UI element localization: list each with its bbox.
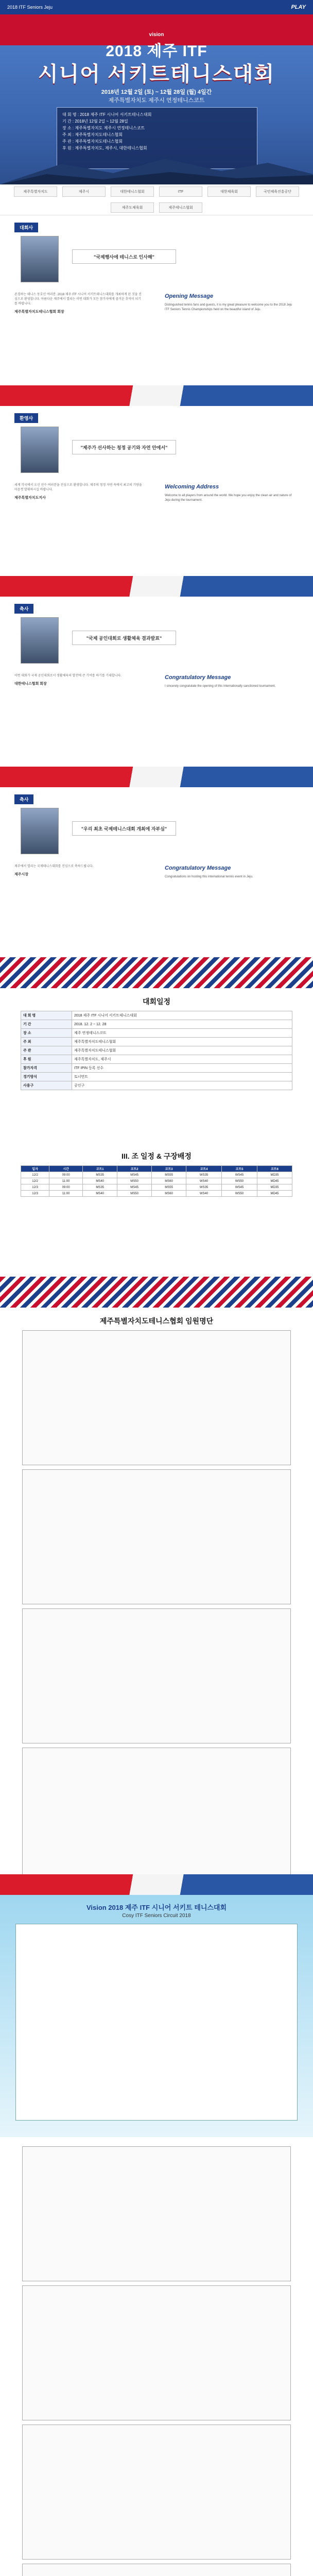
sponsor-logo: 제주특별자치도 <box>14 187 57 197</box>
overview-value: 토너먼트 <box>72 1073 292 1081</box>
sponsor-strip <box>0 184 313 215</box>
sponsor-logo: 제주도체육회 <box>111 202 154 213</box>
message-signature: 제주시장 <box>14 873 29 876</box>
sponsor-logo: 국민체육진흥공단 <box>256 187 299 197</box>
schedule-title: III. 조 일정 & 구장배정 <box>121 1152 192 1160</box>
speaker-photo <box>21 236 59 282</box>
overview-key: 장 소 <box>21 1029 72 1038</box>
message-heading: Congratulatory Message <box>165 674 231 681</box>
schedule-header: 시간 <box>49 1166 83 1172</box>
sponsor-logo: 제주시 <box>62 187 106 197</box>
top-bar-left: 2018 ITF Seniors Jeju <box>7 5 53 10</box>
speaker-photo <box>21 617 59 664</box>
schedule-cell: MS50 <box>117 1191 152 1197</box>
schedule-cell: WS35 <box>186 1184 222 1191</box>
schedule-cell: 12/3 <box>21 1184 49 1191</box>
schedule-cell: WS50 <box>222 1178 257 1184</box>
message-heading: Welcoming Address <box>165 484 219 490</box>
schedule-cell: WS50 <box>222 1191 257 1197</box>
overview-row <box>21 1073 292 1081</box>
draw-sheet <box>22 2564 291 2576</box>
message-english-body: I sincerely congratulate the opening of this internationally sanctioned tournament. <box>165 685 276 688</box>
schedule-header: 코트3 <box>152 1166 186 1172</box>
message-section-3 <box>0 597 313 767</box>
schedule-cell: 12/3 <box>21 1191 49 1197</box>
schedule-header: 일자 <box>21 1166 49 1172</box>
schedule-header: 코트5 <box>222 1166 257 1172</box>
overview-row <box>21 1011 292 1020</box>
schedule-header: 코트6 <box>257 1166 292 1172</box>
overview-key: 기 간 <box>21 1020 72 1029</box>
message-section-2 <box>0 406 313 576</box>
circuit-section <box>0 1895 313 2137</box>
message-quote: "제주가 선사하는 청정 공기와 자연 안에서" <box>72 440 176 454</box>
overview-key: 주 관 <box>21 1046 72 1055</box>
schedule-cell: MD35 <box>257 1184 292 1191</box>
cover-info-line: 장 소 : 제주특별자치도 제주시 연정테니스코트 <box>62 126 145 130</box>
message-korean-body: 제주에서 열리는 국제테니스대회를 진심으로 축하드립니다. <box>14 865 94 868</box>
draw-sheet <box>22 2285 291 2420</box>
schedule-cell: MS35 <box>83 1172 117 1178</box>
schedule-cell: WS40 <box>186 1178 222 1184</box>
overview-key: 사용구 <box>21 1081 72 1090</box>
mountain-illustration <box>0 154 313 184</box>
draws-section <box>0 2137 313 2576</box>
message-quote: "우리 최초 국제테니스대회 개최에 자부심" <box>72 821 176 836</box>
cover-brand: vision <box>149 32 164 38</box>
schedule-cell: WS40 <box>186 1191 222 1197</box>
overview-value: 제주특별자치도테니스협회 <box>72 1046 292 1055</box>
sponsor-logo: 대한테니스협회 <box>111 187 154 197</box>
message-tag: 환영사 <box>14 413 38 423</box>
overview-value: 2018 제주 ITF 시니어 서키트테니스대회 <box>72 1011 292 1020</box>
speaker-photo <box>21 427 59 473</box>
overview-value: 제주 연정테니스코트 <box>72 1029 292 1038</box>
overview-table <box>21 1011 292 1090</box>
schedule-cell: 11:00 <box>49 1191 83 1197</box>
schedule-cell: WS35 <box>186 1172 222 1178</box>
schedule-cell: MS40 <box>83 1191 117 1197</box>
message-english-column <box>165 483 293 506</box>
overview-key: 후 원 <box>21 1055 72 1064</box>
message-english-body: Distinguished tennis fans and guests, it is my great pleasure to welcome you to the 2018 Jeju ITF Seniors Tennis Championships held on the beautiful island of Jeju. <box>165 303 292 311</box>
schedule-cell: MD45 <box>257 1191 292 1197</box>
section-divider <box>0 576 313 597</box>
message-english-column <box>165 674 293 692</box>
cover-info-line: 기 간 : 2018년 12월 2일 ~ 12월 28일 <box>62 119 128 124</box>
message-korean-column <box>14 483 143 500</box>
message-section-1 <box>0 215 313 385</box>
speaker-photo <box>21 808 59 854</box>
schedule-header: 코트2 <box>117 1166 152 1172</box>
message-korean-body: 이번 대회가 국제 공인대회로서 생활체육의 발전에 큰 기여를 하기를 기대합니다. <box>14 674 121 677</box>
schedule-cell: WS45 <box>222 1184 257 1191</box>
message-quote: "국제행사에 테니스로 인사해" <box>72 249 176 264</box>
schedule-row <box>21 1184 292 1191</box>
message-heading: Congratulatory Message <box>165 865 231 871</box>
officials-list-box <box>22 1469 291 1604</box>
message-korean-column <box>14 674 143 686</box>
circuit-title: Vision 2018 제주 ITF 시니어 서키트 테니스대회 <box>86 1904 227 1911</box>
message-english-body: Congratulations on hosting this international tennis event in Jeju. <box>165 875 253 878</box>
schedule-cell: WS45 <box>222 1172 257 1178</box>
overview-value: ITF IPIN 등록 선수 <box>72 1064 292 1073</box>
message-quote: "국제 공인대회로 생활체육 결과발표" <box>72 631 176 645</box>
message-korean-body: 존경하는 테니스 동호인 여러분. 2018 제주 ITF 시니어 서키트테니스대회를 개최하게 된 것을 진심으로 환영합니다. 아름다운 제주에서 열리는 이번 대회가 모든 참가자에게 즐거운 추억이 되기를 바랍니다. <box>14 293 142 306</box>
overview-row <box>21 1029 292 1038</box>
message-korean-body: 세계 각국에서 오신 선수 여러분을 진심으로 환영합니다. 제주의 청정 자연 속에서 최고의 기량을 마음껏 발휘하시길 바랍니다. <box>14 484 142 492</box>
overview-value: 2018. 12. 2 ~ 12. 28 <box>72 1020 292 1029</box>
schedule-row <box>21 1178 292 1184</box>
top-bar <box>0 0 313 14</box>
schedule-header: 코트1 <box>83 1166 117 1172</box>
overview-value: 제주특별자치도, 제주시 <box>72 1055 292 1064</box>
section-divider <box>0 767 313 787</box>
sponsor-logo: 대한체육회 <box>207 187 251 197</box>
schedule-cell: 12/2 <box>21 1178 49 1184</box>
schedule-cell: MS50 <box>117 1178 152 1184</box>
message-signature: 제주특별자치도테니스협회 회장 <box>14 310 64 314</box>
overview-key: 주 최 <box>21 1038 72 1046</box>
schedule-cell: MS35 <box>83 1184 117 1191</box>
schedule-header: 코트4 <box>186 1166 222 1172</box>
decorative-stripes <box>0 957 313 988</box>
overview-key: 대 회 명 <box>21 1011 72 1020</box>
message-tag: 축사 <box>14 604 33 614</box>
message-tag: 대회사 <box>14 223 38 232</box>
schedule-cell: 11:00 <box>49 1178 83 1184</box>
sponsor-logo: 제주테니스협회 <box>159 202 202 213</box>
message-korean-column <box>14 293 143 314</box>
cover-info-line: 주 최 : 제주특별자치도테니스협회 <box>62 132 123 137</box>
cover-section <box>0 14 313 184</box>
officials-section <box>0 1308 313 1874</box>
overview-row <box>21 1046 292 1055</box>
schedule-cell: 09:00 <box>49 1172 83 1178</box>
overview-row <box>21 1020 292 1029</box>
draw-sheet <box>22 2425 291 2560</box>
message-english-column <box>165 293 293 315</box>
circuit-subtitle: Cosy ITF Seniors Circuit 2018 <box>122 1913 191 1919</box>
message-korean-column <box>14 865 143 877</box>
overview-value: 제주특별자치도테니스협회 <box>72 1038 292 1046</box>
circuit-grid <box>15 1924 298 2121</box>
cover-info-line: 대 회 명 : 2018 제주 ITF 시니어 서키트테니스대회 <box>62 112 152 117</box>
overview-row <box>21 1064 292 1073</box>
cover-info-line: 주 관 : 제주특별자치도테니스협회 <box>62 139 123 144</box>
overview-row <box>21 1081 292 1090</box>
sponsor-logo: ITF <box>159 187 202 197</box>
section-divider <box>0 1874 313 1895</box>
schedule-cell: 09:00 <box>49 1184 83 1191</box>
schedule-cell: MD45 <box>257 1178 292 1184</box>
officials-list-box <box>22 1608 291 1743</box>
message-signature: 대한테니스협회 회장 <box>14 682 47 686</box>
schedule-cell: MS45 <box>117 1184 152 1191</box>
message-tag: 축사 <box>14 794 33 804</box>
officials-list-box <box>22 1748 291 1883</box>
cover-venue: 제주특별자치도 제주시 연정테니스코트 <box>108 97 205 104</box>
schedule-row <box>21 1191 292 1197</box>
schedule-cell: MD35 <box>257 1172 292 1178</box>
schedule-table <box>21 1165 292 1197</box>
schedule-row <box>21 1172 292 1178</box>
message-heading: Opening Message <box>165 293 214 299</box>
overview-key: 경기방식 <box>21 1073 72 1081</box>
message-english-body: Welcome to all players from around the world. We hope you enjoy the clean air and nature of Jeju during the tournament. <box>165 494 292 502</box>
schedule-cell: MS60 <box>152 1178 186 1184</box>
message-signature: 제주특별자치도지사 <box>14 496 46 500</box>
overview-title: 대회일정 <box>142 997 171 1006</box>
overview-row <box>21 1055 292 1064</box>
schedule-section <box>0 1143 313 1277</box>
top-bar-logo: PLAY <box>291 4 306 10</box>
overview-row <box>21 1038 292 1046</box>
schedule-cell: 12/2 <box>21 1172 49 1178</box>
schedule-cell: MS55 <box>152 1184 186 1191</box>
cover-info-line: 후 원 : 제주특별자치도, 제주시, 대한테니스협회 <box>62 146 147 150</box>
overview-section <box>0 988 313 1143</box>
overview-value: 공인구 <box>72 1081 292 1090</box>
overview-key: 참가자격 <box>21 1064 72 1073</box>
officials-list-box <box>22 1330 291 1465</box>
schedule-cell: MS55 <box>152 1172 186 1178</box>
cover-date: 2018년 12월 2일 (토) ~ 12월 28일 (월) 4일간 <box>101 89 212 95</box>
decorative-stripes <box>0 1277 313 1308</box>
cover-title-line2: 시니어 서키트테니스대회 <box>38 63 275 86</box>
officials-title: 제주특별자치도테니스협회 임원명단 <box>99 1317 214 1325</box>
schedule-cell: MS40 <box>83 1178 117 1184</box>
cover-title-line1: 2018 제주 ITF <box>106 43 207 60</box>
schedule-cell: MS45 <box>117 1172 152 1178</box>
schedule-cell: MS60 <box>152 1191 186 1197</box>
section-divider <box>0 385 313 406</box>
message-section-4 <box>0 787 313 957</box>
draw-sheet <box>22 2146 291 2281</box>
message-english-column <box>165 865 293 883</box>
